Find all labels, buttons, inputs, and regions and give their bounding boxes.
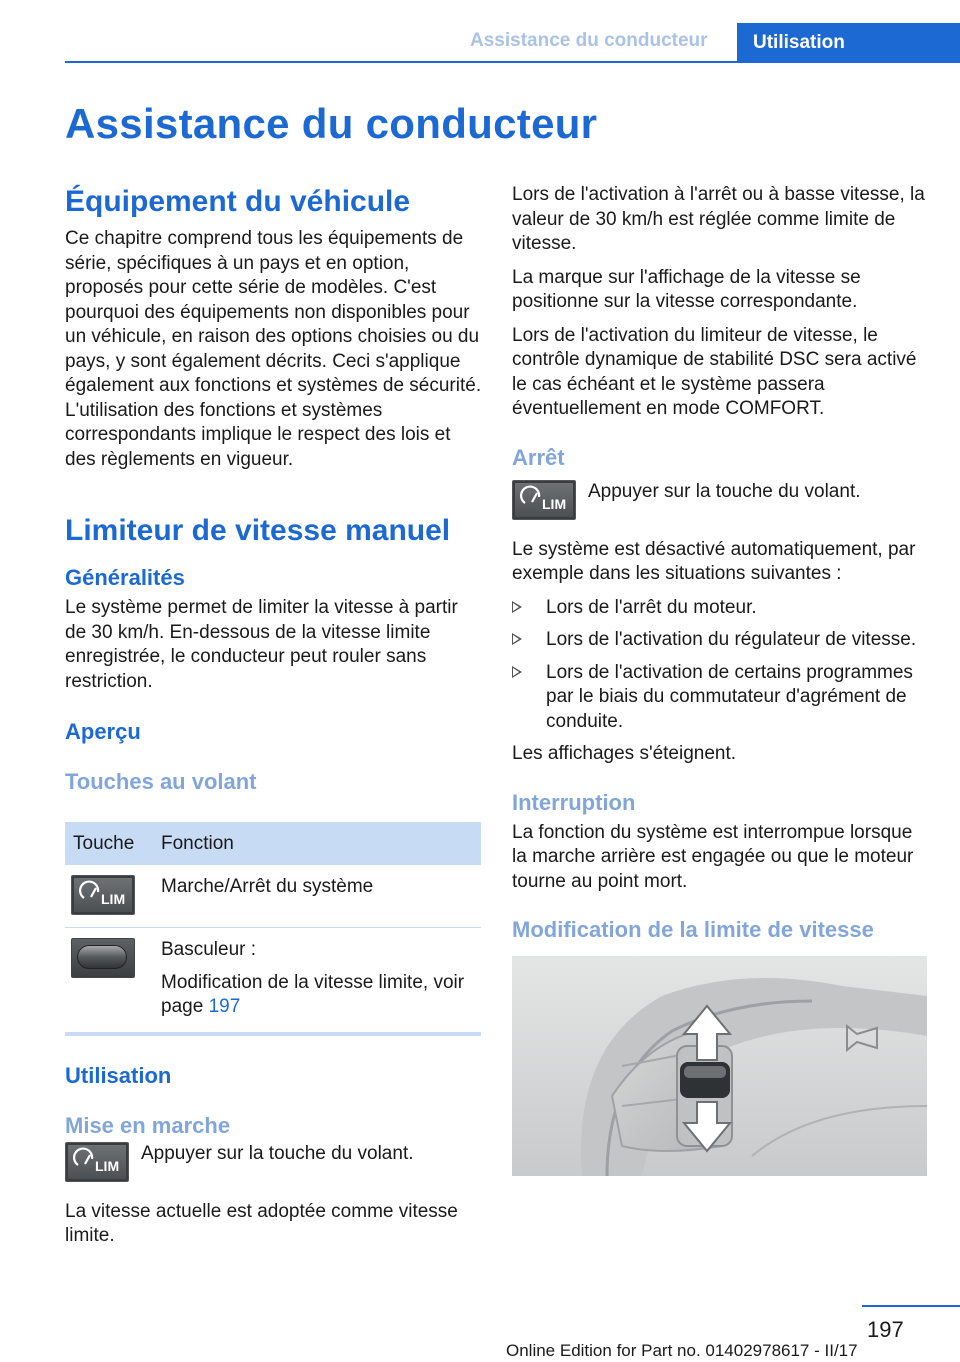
bullet-triangle-icon — [512, 633, 522, 645]
lim-button-icon — [71, 875, 135, 915]
list-item — [512, 596, 932, 621]
buttons-heading: Touches au volant — [65, 769, 257, 794]
displays-off-text: Les affichages s'éteignent. — [512, 743, 737, 764]
steering-wheel-photo — [512, 956, 927, 1176]
bullet-triangle-icon — [512, 601, 522, 613]
table-row — [65, 865, 481, 928]
footer-edition: Online Edition for Part no. 01402978617 - II/17 — [506, 1341, 858, 1360]
modify-heading: Modification de la limite de vitesse — [512, 917, 874, 942]
usage-heading: Utilisation — [65, 1062, 172, 1088]
limiter-heading: Limiteur de vitesse manuel — [65, 514, 451, 547]
auto-off-text: Le système est désactivé automatiquement, par exemple dans les situations suivantes : — [512, 538, 916, 584]
switch-on-row — [65, 1142, 483, 1182]
equipment-text: Ce chapitre comprend tous les équipements de série, spécifiques à un pays et en option, proposés pour cette série de modèles. C'est pourquoi des équipements non disponibles pour un véhicule, en raison des options choisies ou du pays, y sont également décrits. Ceci s'applique également aux fonctions et systèmes de sécurité. L'utilisation des fonctions et systèmes correspondants implique le respect des lois et des règlements en vigueur. — [65, 228, 482, 470]
auto-off-list — [512, 596, 932, 735]
rocker-description-text: Modification de la vitesse limite, voir page — [161, 971, 465, 1017]
lim-button-icon — [512, 480, 576, 520]
lim-button-icon — [65, 1142, 129, 1182]
table-function-cell — [153, 928, 481, 1034]
interruption-heading: Interruption — [512, 789, 636, 815]
switch-on-heading: Mise en marche — [65, 1112, 231, 1138]
activation-text-3: Lors de l'activation du limiteur de vitesse, le contrôle dynamique de stabilité DSC sera activé le cas échéant et le système passera éventuellement en mode COMFORT. — [512, 324, 917, 419]
activation-text-2: La marque sur l'affichage de la vitesse se positionne sur la vitesse correspondante. — [512, 266, 861, 312]
table-header-key: Touche — [65, 822, 153, 865]
general-text: Le système permet de limiter la vitesse à partir de 30 km/h. En-dessous de la vitesse limite enregistrée, le conducteur peut rouler sans restriction. — [65, 597, 458, 692]
stop-heading: Arrêt — [512, 444, 565, 470]
adopted-text: La vitesse actuelle est adoptée comme vitesse limite. — [65, 1200, 458, 1246]
list-item-text: Lors de l'activation du régulateur de vitesse. — [546, 629, 917, 650]
page-header — [65, 0, 960, 62]
general-heading: Généralités — [65, 565, 185, 590]
list-item — [512, 628, 932, 653]
right-column — [512, 183, 932, 1176]
stop-text: Appuyer sur la touche du volant. — [588, 480, 861, 502]
header-tab-utilisation[interactable]: Utilisation — [737, 23, 960, 62]
activation-text-1: Lors de l'activation à l'arrêt ou à basse vitesse, la valeur de 30 km/h est réglée comme limite de vitesse. — [512, 184, 925, 254]
table-header-row — [65, 822, 481, 865]
page-title: Assistance du conducteur — [65, 100, 598, 147]
rocker-switch-icon — [71, 938, 135, 978]
overview-heading: Aperçu — [65, 719, 141, 744]
header-section-title: Assistance du conducteur — [470, 30, 708, 51]
header-rule — [65, 61, 960, 63]
equipment-heading: Équipement du véhicule — [65, 185, 411, 218]
interruption-text: La fonction du système est interrompue lorsque la marche arrière est engagée ou que le moteur tourne au point mort. — [512, 821, 914, 892]
stop-row — [512, 480, 932, 520]
page-number: 197 — [867, 1317, 904, 1342]
list-item — [512, 661, 932, 735]
lim-text: LIM — [542, 495, 567, 512]
bullet-triangle-icon — [512, 666, 522, 678]
table-row — [65, 928, 481, 1034]
table-header-function: Fonction — [153, 822, 481, 865]
left-column — [65, 183, 483, 1258]
page-reference-link[interactable]: 197 — [208, 996, 241, 1017]
switch-on-text: Appuyer sur la touche du volant. — [141, 1142, 414, 1164]
keys-table — [65, 822, 481, 1036]
table-function-cell: Marche/Arrêt du système — [153, 865, 481, 928]
list-item-text: Lors de l'activation de certains programmes par le biais du commutateur d'agrément de conduite. — [546, 661, 913, 732]
footer-rule — [862, 1305, 960, 1307]
list-item-text: Lors de l'arrêt du moteur. — [546, 596, 757, 618]
rocker-label: Basculeur : — [161, 939, 257, 960]
table-key-cell — [65, 928, 153, 1034]
lim-text: LIM — [95, 1157, 120, 1174]
rocker-description — [161, 971, 473, 1020]
lim-text: LIM — [101, 891, 126, 907]
table-key-cell — [65, 865, 153, 928]
